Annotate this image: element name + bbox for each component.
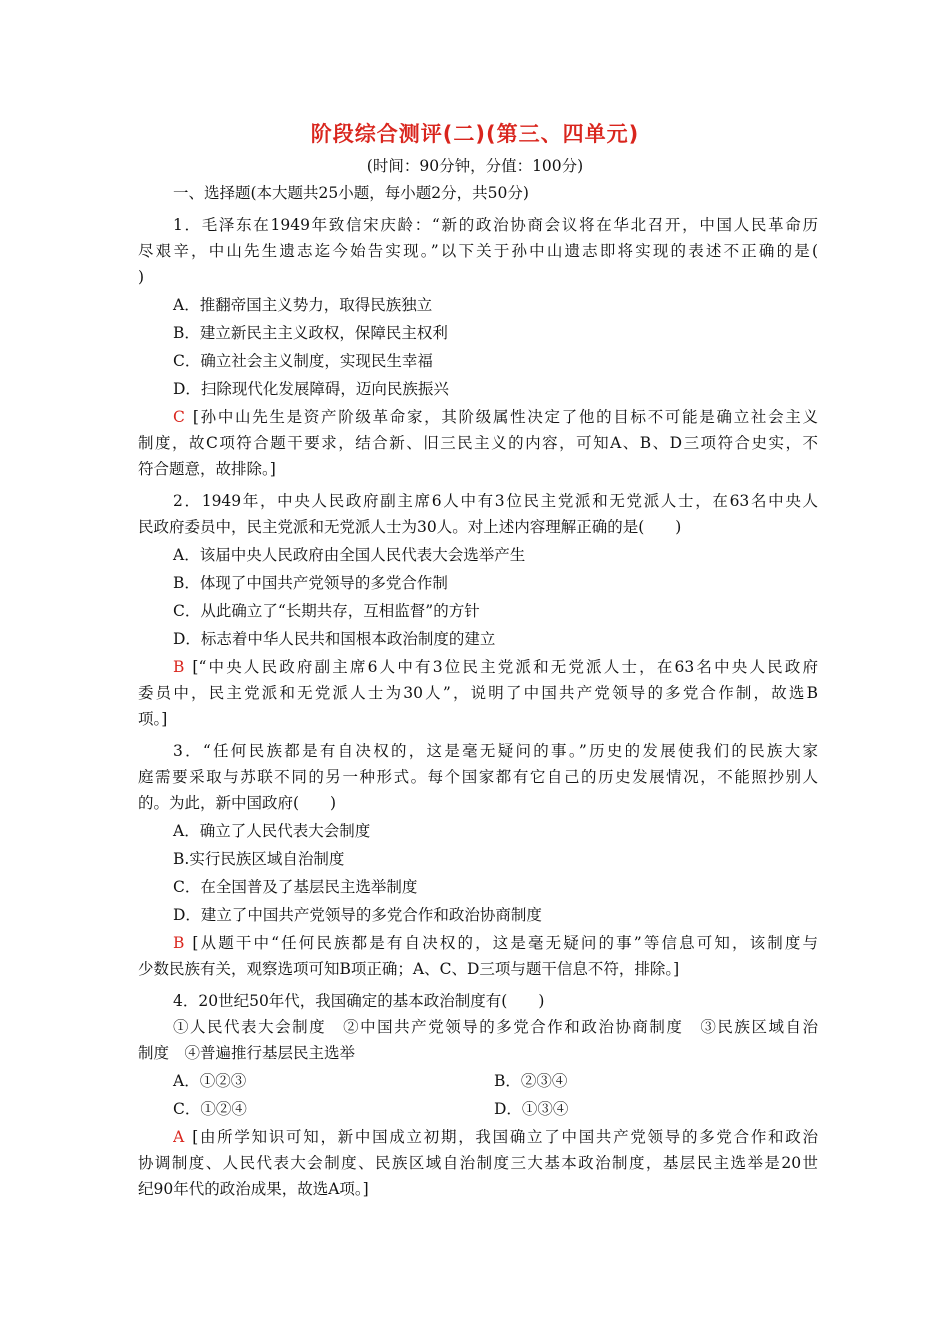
- q4-option-d: D．①③④: [494, 1100, 569, 1118]
- q2-option-c: C．从此确立了“长期共存，互相监督”的方针: [173, 602, 480, 620]
- q1-answer: C: [173, 408, 185, 426]
- q4-option-b: B．②③④: [494, 1072, 568, 1090]
- q4-stem-line-2: ①人民代表大会制度 ②中国共产党领导的多党合作和政治协商制度 ③民族区域自治: [173, 1018, 818, 1036]
- q4-option-row-2: [173, 1098, 853, 1120]
- q3-option-b: B.实行民族区域自治制度: [173, 850, 345, 868]
- q1-option-b: B．建立新民主主义政权，保障民主权利: [173, 324, 448, 342]
- q2-answer: B: [173, 658, 185, 676]
- q4-explanation-line-3: 纪90年代的政治成果，故选A项。]: [138, 1180, 369, 1198]
- q2-stem-line-1: 2．1949年，中央人民政府副主席6人中有3位民主党派和无党派人士，在63名中央人: [173, 492, 818, 510]
- q2-explanation-line-3: 项。]: [138, 710, 168, 728]
- q1-option-c: C．确立社会主义制度，实现民生幸福: [173, 352, 433, 370]
- q3-answer: B: [173, 934, 185, 952]
- q3-option-a: A．确立了人民代表大会制度: [173, 822, 371, 840]
- q1-stem-line-1: 1．毛泽东在1949年致信宋庆龄：“新的政治协商会议将在华北召开，中国人民革命历: [173, 216, 818, 234]
- q3-option-d: D．建立了中国共产党领导的多党合作和政治协商制度: [173, 906, 542, 924]
- q3-stem-line-1: 3．“任何民族都是有自决权的，这是毫无疑问的事。”历史的发展使我们的民族大家: [173, 742, 818, 760]
- q3-option-c: C．在全国普及了基层民主选举制度: [173, 878, 418, 896]
- page-title: 阶段综合测评(二)(第三、四单元): [310, 122, 640, 146]
- q4-option-a: A．①②③: [173, 1072, 247, 1090]
- q1-stem-line-3: ): [138, 268, 145, 286]
- q1-explanation-line-3: 符合题意，故排除。]: [138, 460, 276, 478]
- q4-option-c: C．①②④: [173, 1100, 247, 1118]
- q1-option-d: D．扫除现代化发展障碍，迈向民族振兴: [173, 380, 449, 398]
- q1-option-a: A．推翻帝国主义势力，取得民族独立: [173, 296, 433, 314]
- section-heading: 一、选择题(本大题共25小题，每小题2分，共50分): [173, 184, 529, 202]
- q2-option-d: D．标志着中华人民共和国根本政治制度的建立: [173, 630, 496, 648]
- q2-explanation-line-1: B [“中央人民政府副主席6人中有3位民主党派和无党派人士，在63名中央人民政府: [173, 658, 818, 676]
- q2-explanation-line-2: 委员中，民主党派和无党派人士为30人”，说明了中国共产党领导的多党合作制，故选B: [138, 684, 818, 702]
- q2-option-b: B．体现了中国共产党领导的多党合作制: [173, 574, 448, 592]
- q2-stem-line-2: 民政府委员中，民主党派和无党派人士为30人。对上述内容理解正确的是( ): [138, 518, 682, 536]
- q4-stem-line-1: 4．20世纪50年代，我国确定的基本政治制度有( ): [173, 992, 545, 1010]
- q3-explanation-line-2: 少数民族有关，观察选项可知B项正确；A、C、D三项与题干信息不符，排除。]: [138, 960, 680, 978]
- q4-option-row-1: [173, 1070, 853, 1092]
- q1-explanation-line-1: C [孙中山先生是资产阶级革命家，其阶级属性决定了他的目标不可能是确立社会主义: [173, 408, 818, 426]
- q4-answer: A: [173, 1128, 185, 1146]
- q4-explanation-line-1: A [由所学知识可知，新中国成立初期，我国确立了中国共产党领导的多党合作和政治: [173, 1128, 818, 1146]
- page-subtitle: (时间：90分钟，分值：100分): [366, 157, 584, 175]
- q1-stem-line-2: 尽艰辛，中山先生遗志迄今始告实现。”以下关于孙中山遗志即将实现的表述不正确的是(: [138, 242, 818, 260]
- q4-explanation-line-2: 协调制度、人民代表大会制度、民族区域自治制度三大基本政治制度，基层民主选举是20世: [138, 1154, 818, 1172]
- q4-stem-line-3: 制度 ④普遍推行基层民主选举: [138, 1044, 356, 1062]
- q2-option-a: A．该届中央人民政府由全国人民代表大会选举产生: [173, 546, 526, 564]
- q3-stem-line-2: 庭需要采取与苏联不同的另一种形式。每个国家都有它自己的历史发展情况，不能照抄别人: [138, 768, 818, 786]
- q3-explanation-line-1: B [从题干中“任何民族都是有自决权的，这是毫无疑问的事”等信息可知，该制度与: [173, 934, 818, 952]
- q3-stem-line-3: 的。为此，新中国政府( ): [138, 794, 337, 812]
- q1-explanation-line-2: 制度，故C项符合题干要求，结合新、旧三民主义的内容，可知A、B、D三项符合史实，不: [138, 434, 818, 452]
